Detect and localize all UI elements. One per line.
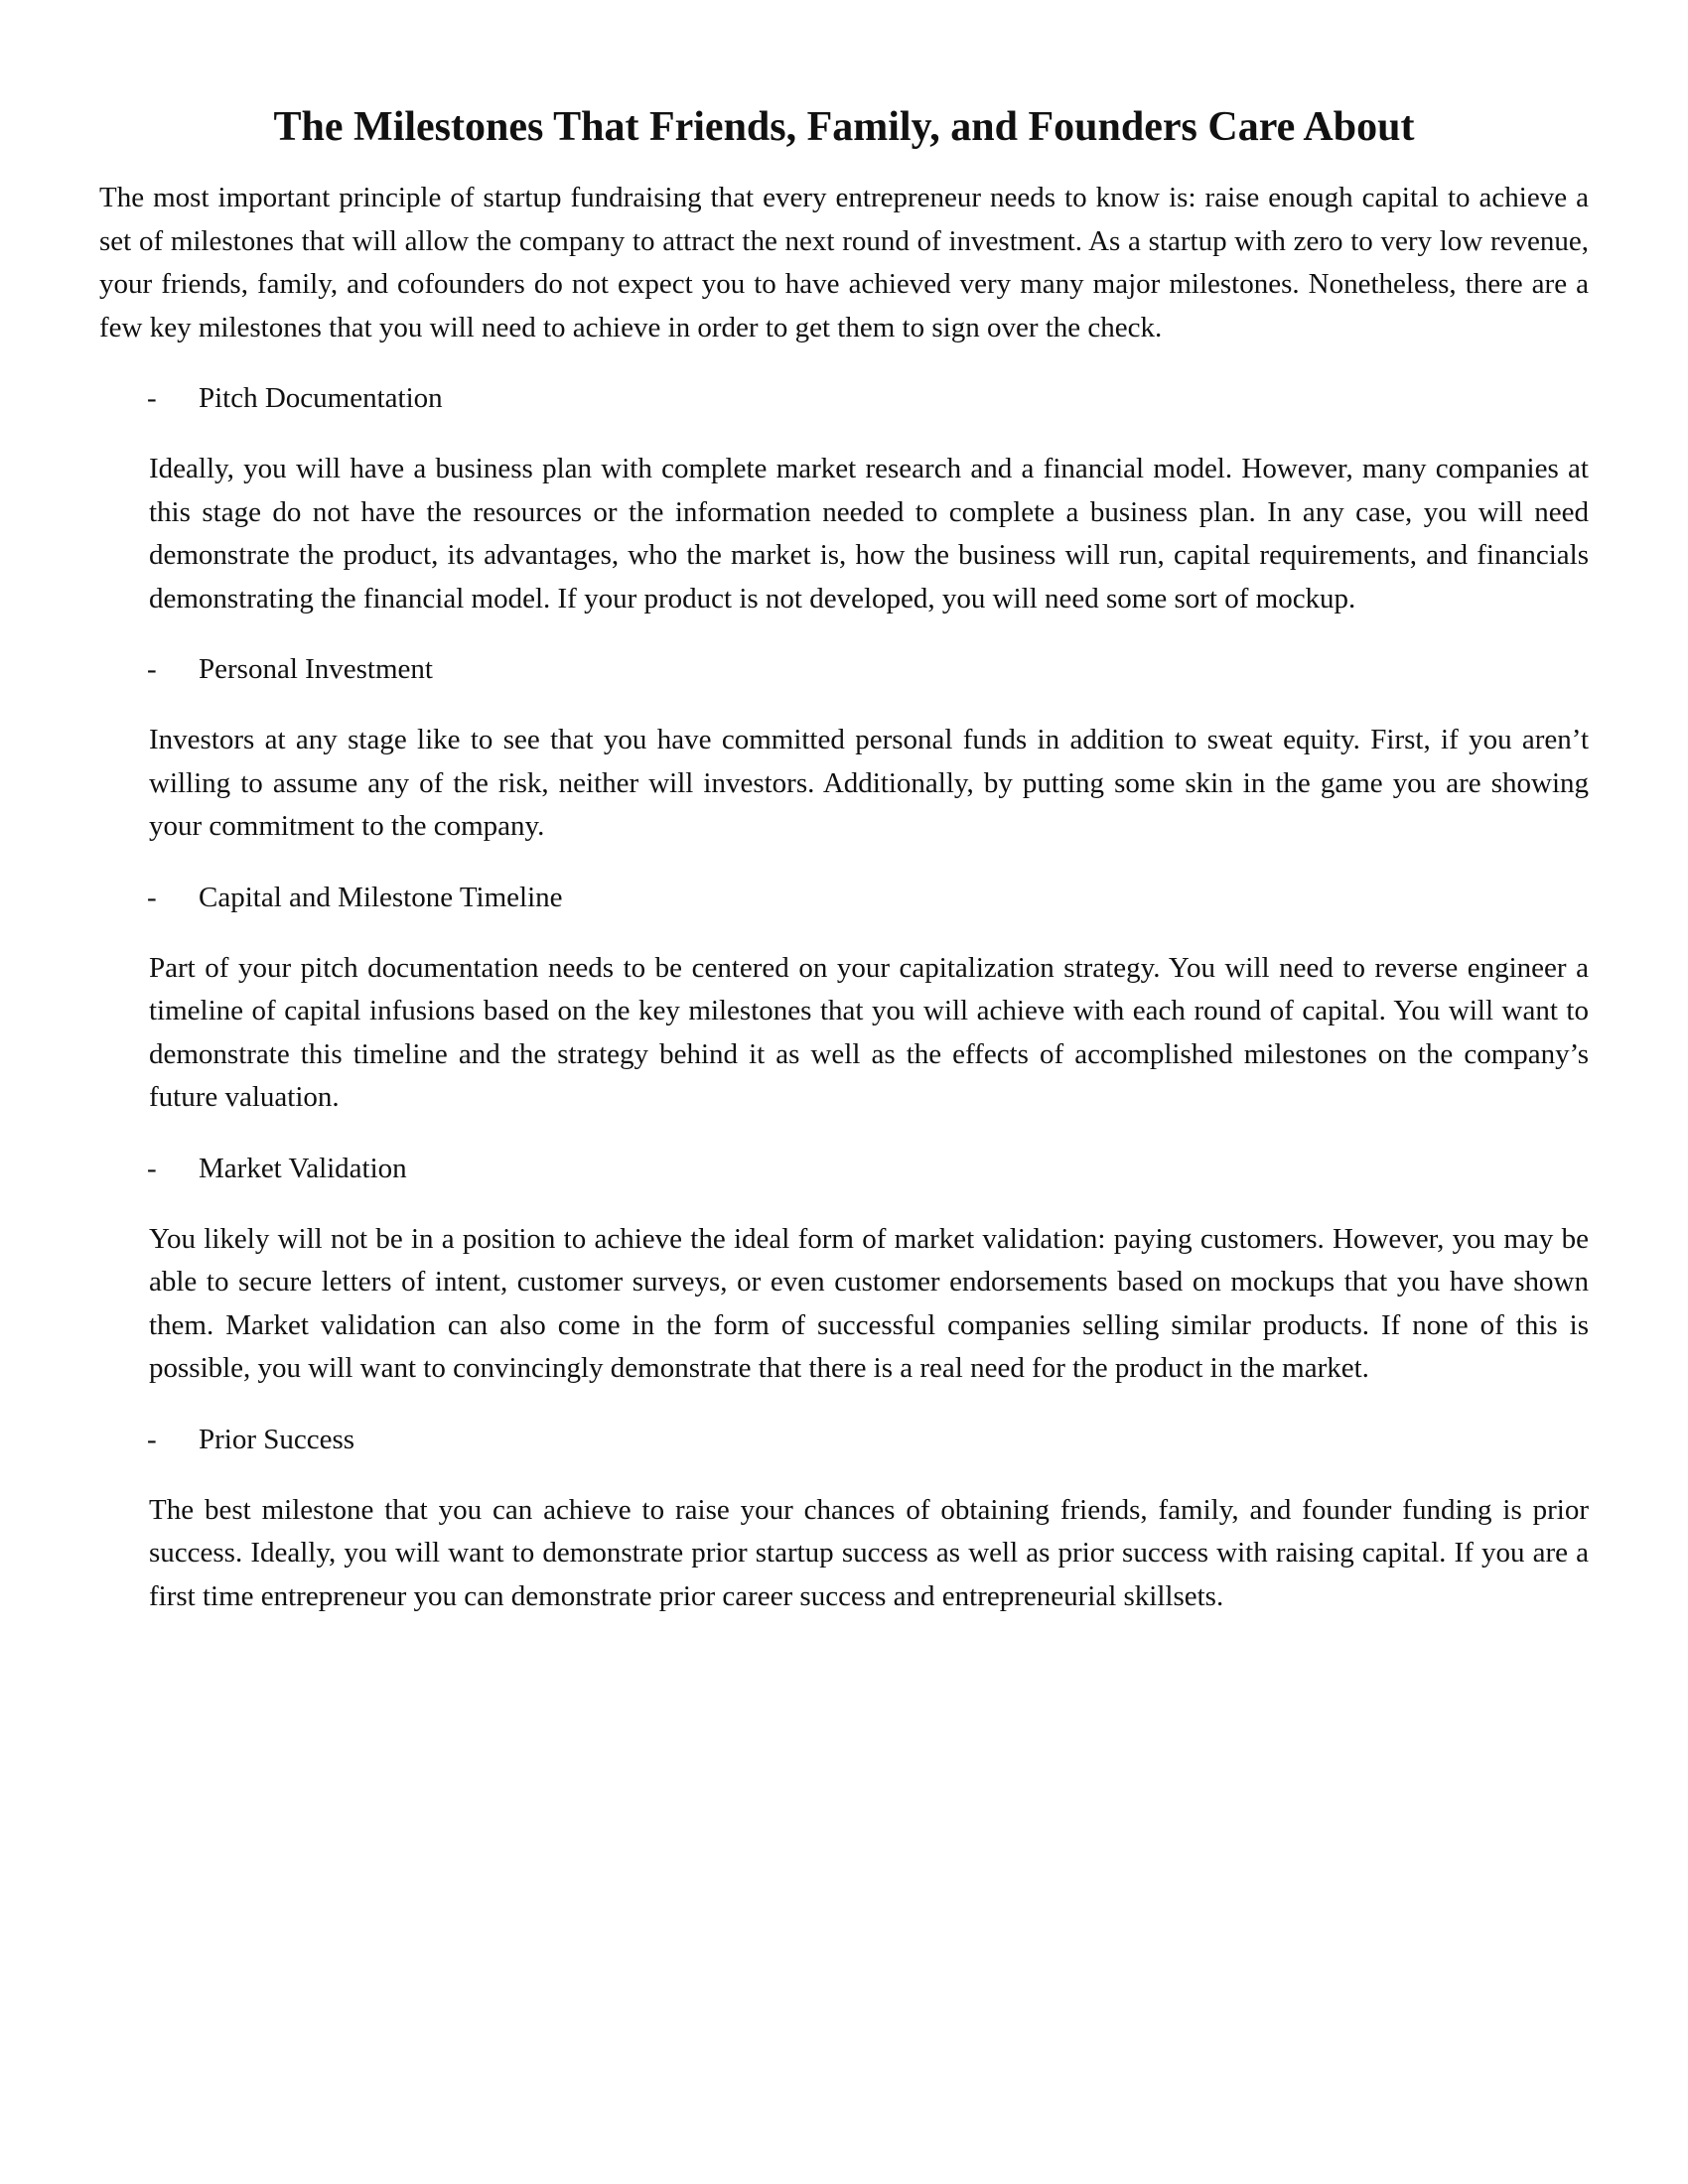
section-heading xyxy=(99,377,1589,420)
section-body: You likely will not be in a position to achieve the ideal form of market validation: paying customers. However, you may be able to secure letters of intent, customer surveys, or even customer endorsements based on mockups that you have shown them. Market validation can also come in the form of successful companies selling similar products. If none of this is possible, you will want to convincingly demonstrate that there is a real need for the product in the market. xyxy=(149,1222,1589,1384)
dash-marker: - xyxy=(147,653,157,685)
section-personal-investment xyxy=(99,648,1589,849)
section-heading-label: Market Validation xyxy=(199,1152,407,1184)
section-heading xyxy=(99,1148,1589,1190)
document-page xyxy=(99,99,1589,1646)
section-heading-label: Personal Investment xyxy=(199,653,433,685)
section-body: Investors at any stage like to see that you have committed personal funds in addition to sweat equity. First, if you aren’t willing to assume any of the risk, neither will investors. Additionally, by putting some skin in the game you are showing your commitment to the company. xyxy=(149,724,1589,842)
intro-paragraph: The most important principle of startup fundraising that every entrepreneur needs to know is: raise enough capital to achieve a set of milestones that will allow the company to attract the next round of investment. As a startup with zero to very low revenue, your friends, family, and cofounders do not expect you to have achieved very many major milestones. Nonetheless, there are a few key milestones that you will need to achieve in order to get them to sign over the check. xyxy=(99,182,1589,343)
section-pitch-documentation xyxy=(99,377,1589,620)
dash-marker: - xyxy=(147,1152,157,1184)
section-capital-and-milestone-timeline xyxy=(99,877,1589,1120)
dash-marker: - xyxy=(147,881,157,913)
section-heading-label: Capital and Milestone Timeline xyxy=(199,881,563,913)
dash-marker: - xyxy=(147,1423,157,1455)
section-body: Ideally, you will have a business plan with complete market research and a financial model. However, many companies at this stage do not have the resources or the information needed to complete a business plan. In any case, you will need demonstrate the product, its advantages, who the market is, how the business will run, capital requirements, and financials demonstrating the financial model. If your product is not developed, you will need some sort of mockup. xyxy=(149,453,1589,614)
dash-marker: - xyxy=(147,382,157,414)
section-heading xyxy=(99,1419,1589,1461)
section-body: Part of your pitch documentation needs to be centered on your capitalization strategy. You will need to reverse engineer a timeline of capital infusions based on the key milestones that you will achieve with each round of capital. You will want to demonstrate this timeline and the strategy behind it as well as the effects of accomplished milestones on the company’s future valuation. xyxy=(149,951,1589,1113)
section-heading xyxy=(99,648,1589,691)
section-heading xyxy=(99,877,1589,919)
section-market-validation xyxy=(99,1148,1589,1391)
section-heading-label: Pitch Documentation xyxy=(199,382,443,414)
document-title: The Milestones That Friends, Family, and Founders Care About xyxy=(273,104,1415,150)
milestone-sections xyxy=(99,377,1589,1618)
section-prior-success xyxy=(99,1419,1589,1619)
section-heading-label: Prior Success xyxy=(199,1423,355,1455)
section-body: The best milestone that you can achieve to raise your chances of obtaining friends, family, and founder funding is prior success. Ideally, you will want to demonstrate prior startup success as well as prior success with raising capital. If you are a first time entrepreneur you can demonstrate prior career success and entrepreneurial skillsets. xyxy=(149,1493,1589,1612)
